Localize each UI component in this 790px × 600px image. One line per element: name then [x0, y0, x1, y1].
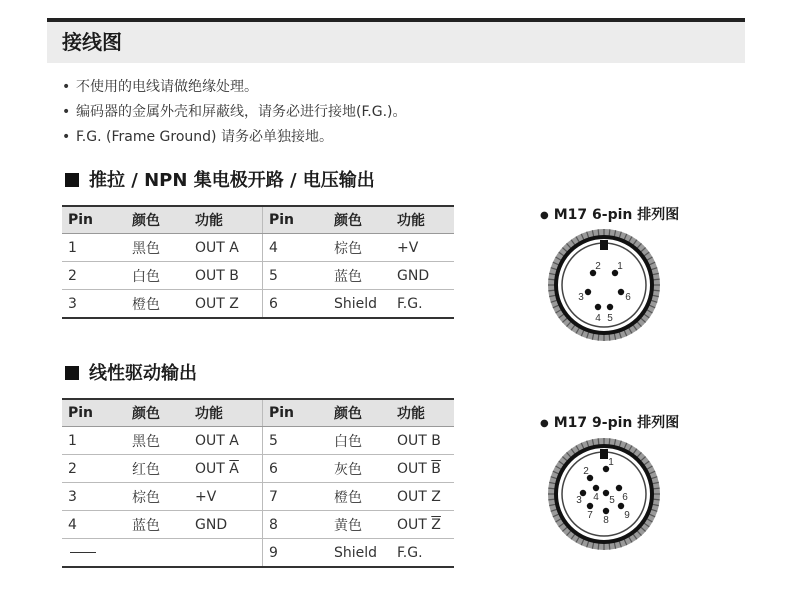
col-header-color: 颜色 — [126, 206, 189, 234]
color-cell: Shield — [328, 539, 391, 568]
dash-line — [70, 552, 96, 553]
connector6-title: M17 6-pin 排列图 — [553, 207, 680, 223]
function-cell: F.G. — [391, 539, 454, 568]
col-header-color: 颜色 — [328, 399, 391, 427]
function-cell: OUT $\overline{A}$ — [189, 455, 263, 483]
knurl-tick — [653, 279, 660, 280]
col-header-pin: Pin — [62, 206, 126, 234]
knurl-tick — [548, 499, 555, 500]
color-cell: 蓝色 — [328, 262, 391, 290]
pin-cell: 2 — [62, 455, 126, 483]
col-header-function: 功能 — [391, 206, 454, 234]
table-header-row — [62, 399, 454, 427]
pin-cell: 8 — [263, 511, 329, 539]
note-text: 不使用的电线请做绝缘处理。 — [76, 79, 258, 95]
function-cell: OUT A — [189, 427, 263, 455]
title-bar — [47, 22, 745, 63]
function-cell: GND — [391, 262, 454, 290]
knurl-tick — [548, 488, 555, 489]
table-row — [62, 290, 454, 319]
pin-cell: 6 — [263, 290, 329, 319]
connector9-label — [540, 412, 679, 432]
knurl-tick — [609, 438, 610, 445]
col-header-pin: Pin — [263, 206, 329, 234]
pin-cell: 9 — [263, 539, 329, 568]
pin-4-dot — [593, 485, 599, 491]
pin-cell: 4 — [263, 234, 329, 262]
function-cell: OUT A — [189, 234, 263, 262]
section1-heading — [65, 166, 375, 192]
pin-1-label: 1 — [617, 261, 623, 272]
knurl-tick — [653, 290, 660, 291]
col-header-color: 颜色 — [328, 206, 391, 234]
function-cell: GND — [189, 511, 263, 539]
key-notch — [600, 240, 608, 250]
color-cell: 棕色 — [328, 234, 391, 262]
color-cell: 黑色 — [126, 234, 189, 262]
pin-3-dot — [585, 289, 591, 295]
pin-6-label: 6 — [622, 492, 628, 503]
knurl-tick — [598, 229, 599, 236]
function-cell: F.G. — [391, 290, 454, 319]
pin-5-label: 5 — [609, 495, 615, 506]
color-cell: 棕色 — [126, 483, 189, 511]
empty-cell — [62, 539, 263, 568]
m17-6pin-connector-face — [546, 227, 662, 343]
square-bullet-icon — [65, 366, 79, 380]
function-cell: OUT Z — [391, 483, 454, 511]
section2-pin-table — [62, 398, 454, 568]
bullet-icon: • — [62, 79, 71, 95]
pin-cell: 7 — [263, 483, 329, 511]
knurl-tick — [598, 334, 599, 341]
function-cell: OUT B — [189, 262, 263, 290]
bullet-icon: ● — [540, 418, 549, 429]
color-cell: 黄色 — [328, 511, 391, 539]
color-cell: 红色 — [126, 455, 189, 483]
pin-cell: 4 — [62, 511, 126, 539]
color-cell: 橙色 — [126, 290, 189, 319]
square-bullet-icon — [65, 173, 79, 187]
col-header-pin: Pin — [263, 399, 329, 427]
pin-4-label: 4 — [593, 492, 599, 503]
table-row — [62, 511, 454, 539]
table-row — [62, 539, 454, 568]
color-cell: 蓝色 — [126, 511, 189, 539]
pin-8-label: 8 — [603, 515, 609, 526]
pin-6-dot — [616, 485, 622, 491]
table-row — [62, 234, 454, 262]
pin-cell: 5 — [263, 262, 329, 290]
knurl-tick — [609, 543, 610, 550]
col-header-function: 功能 — [189, 399, 263, 427]
knurl-tick — [609, 334, 610, 341]
pin-cell: 6 — [263, 455, 329, 483]
section2-title: 线性驱动输出 — [89, 363, 197, 384]
note-item — [62, 100, 406, 125]
note-text: F.G. (Frame Ground) 请务必单独接地。 — [76, 129, 333, 145]
overlined-letter: $\overline{B}$ — [431, 460, 441, 477]
col-header-color: 颜色 — [126, 399, 189, 427]
pin-cell: 1 — [62, 427, 126, 455]
function-cell: +V — [189, 483, 263, 511]
knurl-tick — [598, 543, 599, 550]
pin-9-dot — [618, 503, 624, 509]
col-header-function: 功能 — [391, 399, 454, 427]
notes-list — [62, 75, 406, 150]
note-item — [62, 125, 406, 150]
function-cell: OUT Z — [189, 290, 263, 319]
connector9-title: M17 9-pin 排列图 — [553, 415, 680, 431]
pin-7-dot — [587, 503, 593, 509]
knurl-tick — [548, 279, 555, 280]
pin-5-label: 5 — [607, 313, 613, 324]
table-row — [62, 483, 454, 511]
color-cell: 白色 — [328, 427, 391, 455]
pin-4-dot — [595, 304, 601, 310]
pin-2-label: 2 — [595, 261, 601, 272]
section1-pin-table — [62, 205, 454, 319]
section1-title: 推拉 / NPN 集电极开路 / 电压输出 — [89, 170, 375, 191]
knurl-tick — [609, 229, 610, 236]
pin-cell: 1 — [62, 234, 126, 262]
knurl-tick — [653, 499, 660, 500]
color-cell: 橙色 — [328, 483, 391, 511]
pin-cell: 2 — [62, 262, 126, 290]
pin-8-dot — [603, 508, 609, 514]
pin-3-label: 3 — [578, 292, 584, 303]
pin-5-dot — [607, 304, 613, 310]
bullet-icon: ● — [540, 210, 549, 221]
pin-cell: 5 — [263, 427, 329, 455]
section2-heading — [65, 359, 197, 385]
pin-6-label: 6 — [625, 292, 631, 303]
key-notch — [600, 449, 608, 459]
bullet-icon: • — [62, 104, 71, 120]
table-row — [62, 427, 454, 455]
note-item — [62, 75, 406, 100]
connector6-label — [540, 204, 679, 224]
color-cell: 黑色 — [126, 427, 189, 455]
color-cell: 白色 — [126, 262, 189, 290]
page-title: 接线图 — [62, 30, 122, 54]
col-header-pin: Pin — [62, 399, 126, 427]
pin-4-label: 4 — [595, 313, 601, 324]
connector-insert — [562, 243, 646, 327]
pin-1-label: 1 — [608, 457, 614, 468]
pin-cell: 3 — [62, 290, 126, 319]
bullet-icon: • — [62, 129, 71, 145]
pin-cell: 3 — [62, 483, 126, 511]
table-row — [62, 262, 454, 290]
pin-3-label: 3 — [576, 495, 582, 506]
note-text: 编码器的金属外壳和屏蔽线，请务必进行接地(F.G.)。 — [76, 104, 407, 120]
knurl-tick — [548, 290, 555, 291]
table-row — [62, 455, 454, 483]
function-cell: OUT $\overline{B}$ — [391, 455, 454, 483]
overlined-letter: $\overline{A}$ — [229, 460, 239, 477]
pin-9-label: 9 — [624, 510, 630, 521]
pin-6-dot — [618, 289, 624, 295]
color-cell: Shield — [328, 290, 391, 319]
pin-2-label: 2 — [583, 466, 589, 477]
knurl-tick — [653, 488, 660, 489]
table-header-row — [62, 206, 454, 234]
function-cell: OUT B — [391, 427, 454, 455]
function-cell: +V — [391, 234, 454, 262]
col-header-function: 功能 — [189, 206, 263, 234]
overlined-letter: $\overline{Z}$ — [431, 516, 441, 533]
m17-9pin-connector-face — [546, 436, 662, 552]
function-cell: OUT $\overline{Z}$ — [391, 511, 454, 539]
knurl-tick — [598, 438, 599, 445]
color-cell: 灰色 — [328, 455, 391, 483]
pin-7-label: 7 — [587, 510, 593, 521]
